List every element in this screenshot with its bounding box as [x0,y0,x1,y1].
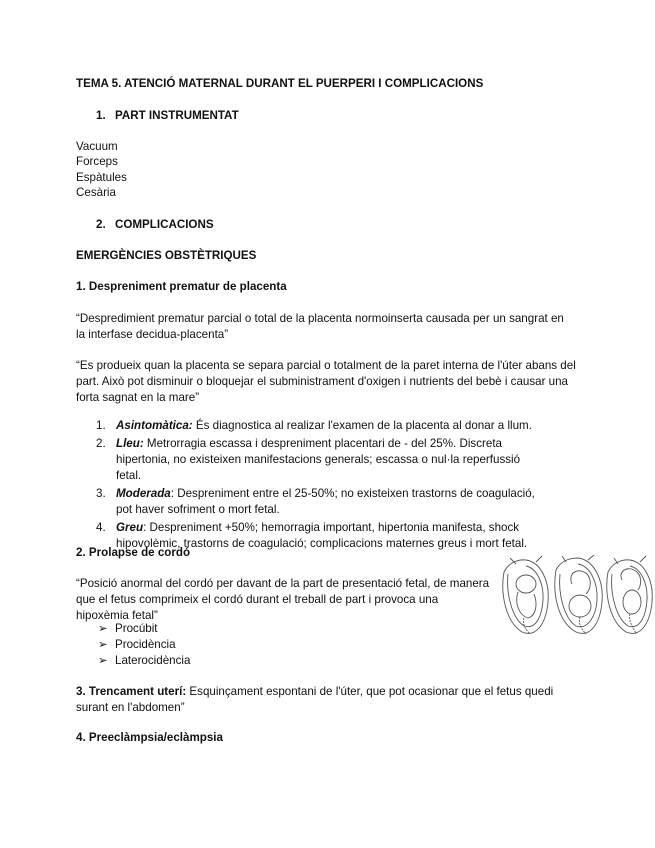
arrow-bullet-icon: ➢ [98,654,108,667]
despreniment-explanation-quote: “Es produeix quan la placenta se separa parcial o totalment de la paret interna de l'úter abans del part. Això pot disminuir o bloquejar el subministrament d'oxigen i nutrients del bebè i causar una forta sagnat en la mare” [76,359,576,404]
list-item-number: 1. [96,419,106,432]
section2-heading: COMPLICACIONS [115,218,214,231]
trencament-description: Esquinçament espontani de l'úter, que pot ocasionar que el fetus quedi surant en l'abdomen” [76,685,554,714]
instrument-item: Vacuum [76,140,118,153]
instrument-item: Cesària [76,186,116,199]
prolapse-type: Laterocidència [115,654,191,667]
preeclampsia-heading: 4. Preeclàmpsia/eclàmpsia [76,731,223,744]
grade-description: : Despreniment +50%; hemorragia important, hipertonia manifesta, shock hipovolèmic, trastorns de coagulació; complicacions maternes greus i mort fetal. [116,521,528,550]
instrument-item: Forceps [76,155,118,168]
list-item [76,418,546,434]
grade-description: Metrorragia escassa i despreniment placentari de - del 25%. Discreta hipertonia, no existeixen manifestacions generals; escassa o nul·la reperfussió fetal. [116,437,521,482]
grade-term: Asintomàtica: [116,419,193,432]
section1-heading: PART INSTRUMENTAT [115,109,239,122]
list-item [76,486,546,518]
list-item-number: 3. [96,487,106,500]
uterus-sketch-1 [503,556,548,634]
list-item-number: 2. [96,437,106,450]
grade-term: Lleu: [116,437,144,450]
prolapse-type-list [98,621,190,669]
prolapse-type: Procidència [115,638,176,651]
despreniment-heading: 1. Despreniment prematur de placenta [76,280,287,293]
emergencies-heading: EMERGÈNCIES OBSTÈTRIQUES [76,249,257,262]
uterus-sketch-2 [555,555,602,634]
prolapse-definition-quote: “Posició anormal del cordó per davant de la part de presentació fetal, de manera que el fetus comprimeix el cordó durant el treball de part i provoca una hipoxèmia fetal” [76,577,490,622]
grade-term: Greu [116,521,144,534]
uterus-sketch-3 [607,556,652,634]
despreniment-definition-quote: “Despredimient prematur parcial o total de la placenta normoinserta causada per un sangrat en la interfase decidua-placenta” [76,312,564,341]
list-item-number: 4. [96,521,106,534]
arrow-bullet-icon: ➢ [98,638,108,651]
grade-term: Moderada [116,487,171,500]
prolapse-type: Procúbit [115,622,158,635]
page-title: TEMA 5. ATENCIÓ MATERNAL DURANT EL PUERPERI I COMPLICACIONS [76,77,484,90]
grade-description: És diagnostica al realizar l'examen de la placenta al donar a llum. [192,419,532,432]
grade-description: : Despreniment entre el 25-50%; no existeixen trastorns de coagulació, pot haver sofriment o mort fetal. [116,487,535,516]
trencament-term: 3. Trencament uterí: [76,685,187,698]
list-item [98,637,190,653]
severity-grade-list [76,418,546,554]
list-item [76,436,546,484]
prolapse-heading: 2. Prolapse de cordó [76,546,191,559]
list-item [98,621,190,637]
section1-number: 1. [96,109,106,122]
list-item [98,653,190,669]
trencament-paragraph [76,684,576,716]
section2-number: 2. [96,218,106,231]
instrument-item: Espàtules [76,171,127,184]
arrow-bullet-icon: ➢ [98,622,108,635]
cord-prolapse-illustration [496,554,655,638]
